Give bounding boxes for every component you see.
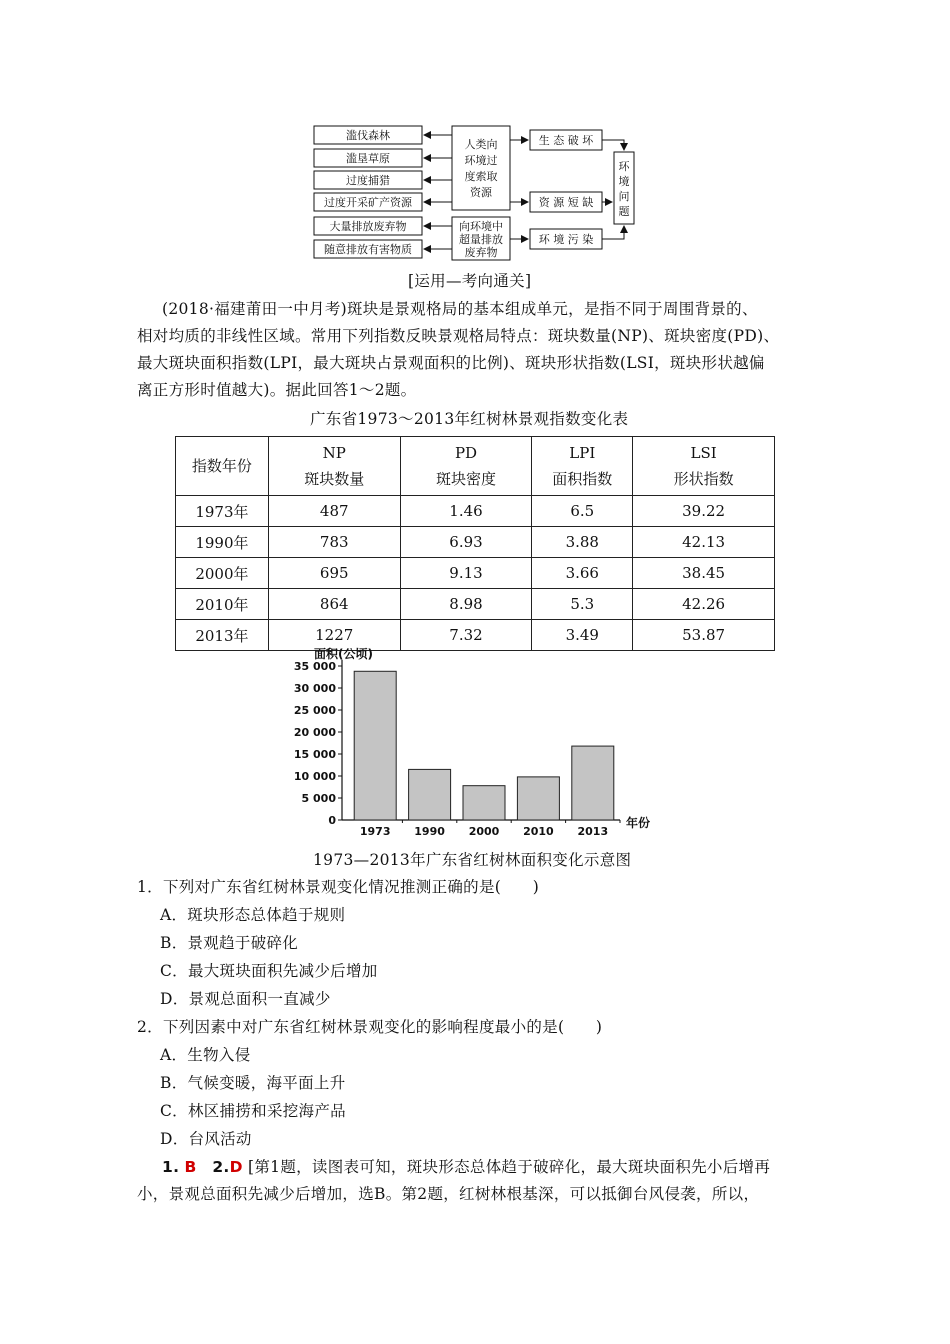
header-pd bbox=[400, 437, 532, 496]
center-top-line-2: 环境过 bbox=[464, 154, 498, 167]
area-bar-chart bbox=[290, 644, 670, 844]
cell-lpi: 5.3 bbox=[532, 589, 633, 620]
center-bottom-line-3: 废弃物 bbox=[464, 246, 498, 259]
cell-np: 783 bbox=[268, 527, 400, 558]
cell-lpi: 3.88 bbox=[532, 527, 633, 558]
header-pd-code: PD bbox=[454, 444, 478, 462]
center-top-line-4: 资源 bbox=[470, 186, 492, 199]
result-char-2: 境 bbox=[618, 175, 630, 188]
question-2-option-c[interactable]: C．林区捕捞和采挖海产品 bbox=[160, 1102, 346, 1120]
header-pd-name: 斑块密度 bbox=[435, 470, 496, 488]
question-1-option-c[interactable]: C．最大斑块面积先减少后增加 bbox=[160, 962, 378, 980]
cell-pd: 9.13 bbox=[400, 558, 532, 589]
bar-1973 bbox=[354, 671, 396, 820]
y-tick-label: 10 000 bbox=[293, 770, 336, 783]
cell-pd: 7.32 bbox=[400, 620, 532, 651]
x-tick-label: 2000 bbox=[468, 825, 500, 838]
bar-2010 bbox=[517, 777, 559, 820]
answer-1-number: 1. bbox=[162, 1158, 180, 1176]
cause-1: 滥伐森林 bbox=[346, 129, 390, 142]
cell-np: 695 bbox=[268, 558, 400, 589]
effect-2: 资 源 短 缺 bbox=[538, 196, 594, 209]
section-title: [运用—考向通关] bbox=[408, 272, 532, 290]
question-2-option-b[interactable]: B．气候变暖，海平面上升 bbox=[160, 1074, 346, 1092]
y-tick-label: 25 000 bbox=[293, 704, 336, 717]
cause-5: 大量排放废弃物 bbox=[329, 220, 407, 233]
question-2-stem: 2．下列因素中对广东省红树林景观变化的影响程度最小的是( ) bbox=[137, 1018, 603, 1036]
flow-diagram bbox=[300, 118, 650, 268]
y-tick-label: 35 000 bbox=[293, 660, 336, 673]
answer-line-1 bbox=[162, 1154, 770, 1181]
cell-pd: 6.93 bbox=[400, 527, 532, 558]
cell-lpi: 3.66 bbox=[532, 558, 633, 589]
y-tick-label: 5 000 bbox=[301, 792, 336, 805]
cell-year: 1990年 bbox=[176, 527, 269, 558]
center-top-line-3: 度索取 bbox=[464, 170, 498, 183]
header-np bbox=[268, 437, 400, 496]
cell-lsi: 42.13 bbox=[633, 527, 775, 558]
question-1-option-b[interactable]: B．景观趋于破碎化 bbox=[160, 934, 299, 952]
answer-1-choice: B bbox=[184, 1158, 197, 1176]
bar-2013 bbox=[572, 746, 614, 820]
result-char-4: 题 bbox=[618, 205, 630, 218]
cell-np: 864 bbox=[268, 589, 400, 620]
header-lsi-name: 形状指数 bbox=[673, 470, 734, 488]
header-lsi bbox=[633, 437, 775, 496]
cell-np: 487 bbox=[268, 496, 400, 527]
cell-lsi: 42.26 bbox=[633, 589, 775, 620]
header-lpi bbox=[532, 437, 633, 496]
question-1-option-a[interactable]: A．斑块形态总体趋于规则 bbox=[160, 906, 346, 924]
cell-np: 1227 bbox=[268, 620, 400, 651]
cell-year: 2000年 bbox=[176, 558, 269, 589]
header-lpi-name: 面积指数 bbox=[552, 470, 613, 488]
answer-2-choice: D bbox=[229, 1158, 243, 1176]
center-top-line-1: 人类向 bbox=[464, 138, 498, 151]
cell-pd: 8.98 bbox=[400, 589, 532, 620]
question-2-option-a[interactable]: A．生物入侵 bbox=[160, 1046, 251, 1064]
answer-explanation-2: 小，景观总面积先减少后增加，选B。第2题，红树林根基深，可以抵御台风侵袭，所以， bbox=[137, 1185, 760, 1203]
table-row bbox=[176, 496, 775, 527]
y-tick-label: 0 bbox=[328, 814, 336, 827]
table-row bbox=[176, 558, 775, 589]
result-char-3: 问 bbox=[618, 190, 630, 203]
bar-1990 bbox=[409, 769, 451, 820]
table-row bbox=[176, 589, 775, 620]
question-1-option-d[interactable]: D．景观总面积一直减少 bbox=[160, 990, 331, 1008]
chart-title: 1973—2013年广东省红树林面积变化示意图 bbox=[313, 851, 632, 869]
cause-6: 随意排放有害物质 bbox=[324, 243, 412, 256]
intro-line-1: (2018·福建莆田一中月考)斑块是景观格局的基本组成单元，是指不同于周围背景的、 bbox=[162, 300, 758, 318]
table-row bbox=[176, 527, 775, 558]
cell-year: 2013年 bbox=[176, 620, 269, 651]
answer-explanation-1: [第1题，读图表可知，斑块形态总体趋于破碎化，最大斑块面积先小后增再 bbox=[248, 1158, 771, 1176]
center-bottom-line-2: 超量排放 bbox=[459, 233, 503, 246]
y-tick-label: 15 000 bbox=[293, 748, 336, 761]
effect-3: 环 境 污 染 bbox=[538, 233, 594, 246]
intro-line-4: 离正方形时值越大)。据此回答1～2题。 bbox=[137, 381, 417, 399]
x-tick-label: 2013 bbox=[577, 825, 609, 838]
table-caption: 广东省1973～2013年红树林景观指数变化表 bbox=[310, 410, 629, 428]
header-lsi-code: LSI bbox=[690, 444, 717, 462]
y-tick-label: 20 000 bbox=[293, 726, 336, 739]
cell-lsi: 38.45 bbox=[633, 558, 775, 589]
y-tick-label: 30 000 bbox=[293, 682, 336, 695]
question-1-stem: 1．下列对广东省红树林景观变化情况推测正确的是( ) bbox=[137, 878, 540, 896]
cause-2: 滥垦草原 bbox=[346, 152, 390, 165]
cause-4: 过度开采矿产资源 bbox=[324, 196, 412, 209]
chart-xlabel: 年份 bbox=[626, 816, 651, 830]
cell-lpi: 6.5 bbox=[532, 496, 633, 527]
intro-line-2: 相对均质的非线性区域。常用下列指数反映景观格局特点：斑块数量(NP)、斑块密度(PD)、 bbox=[137, 327, 780, 345]
center-bottom-line-1: 向环境中 bbox=[459, 220, 503, 233]
chart-ylabel: 面积(公顷) bbox=[314, 647, 373, 661]
cell-pd: 1.46 bbox=[400, 496, 532, 527]
question-2-option-d[interactable]: D．台风活动 bbox=[160, 1130, 252, 1148]
cell-lsi: 53.87 bbox=[633, 620, 775, 651]
intro-line-3: 最大斑块面积指数(LPI，最大斑块占景观面积的比例)、斑块形状指数(LSI，斑块形状越偏 bbox=[137, 354, 765, 372]
cell-year: 1973年 bbox=[176, 496, 269, 527]
header-np-code: NP bbox=[322, 444, 346, 462]
result-char-1: 环 bbox=[618, 160, 630, 173]
cell-lpi: 3.49 bbox=[532, 620, 633, 651]
table-corner: 指数年份 bbox=[176, 437, 269, 496]
cell-year: 2010年 bbox=[176, 589, 269, 620]
cell-lsi: 39.22 bbox=[633, 496, 775, 527]
table-header-row bbox=[176, 437, 775, 496]
bar-2000 bbox=[463, 786, 505, 820]
landscape-index-table bbox=[175, 436, 775, 651]
effect-1: 生 态 破 坏 bbox=[538, 134, 594, 147]
x-tick-label: 2010 bbox=[523, 825, 554, 838]
x-tick-label: 1973 bbox=[359, 825, 391, 838]
answer-2-number: 2. bbox=[212, 1158, 230, 1176]
x-tick-label: 1990 bbox=[414, 825, 445, 838]
header-lpi-code: LPI bbox=[569, 444, 596, 462]
header-np-name: 斑块数量 bbox=[304, 470, 365, 488]
cause-3: 过度捕猎 bbox=[346, 174, 390, 187]
